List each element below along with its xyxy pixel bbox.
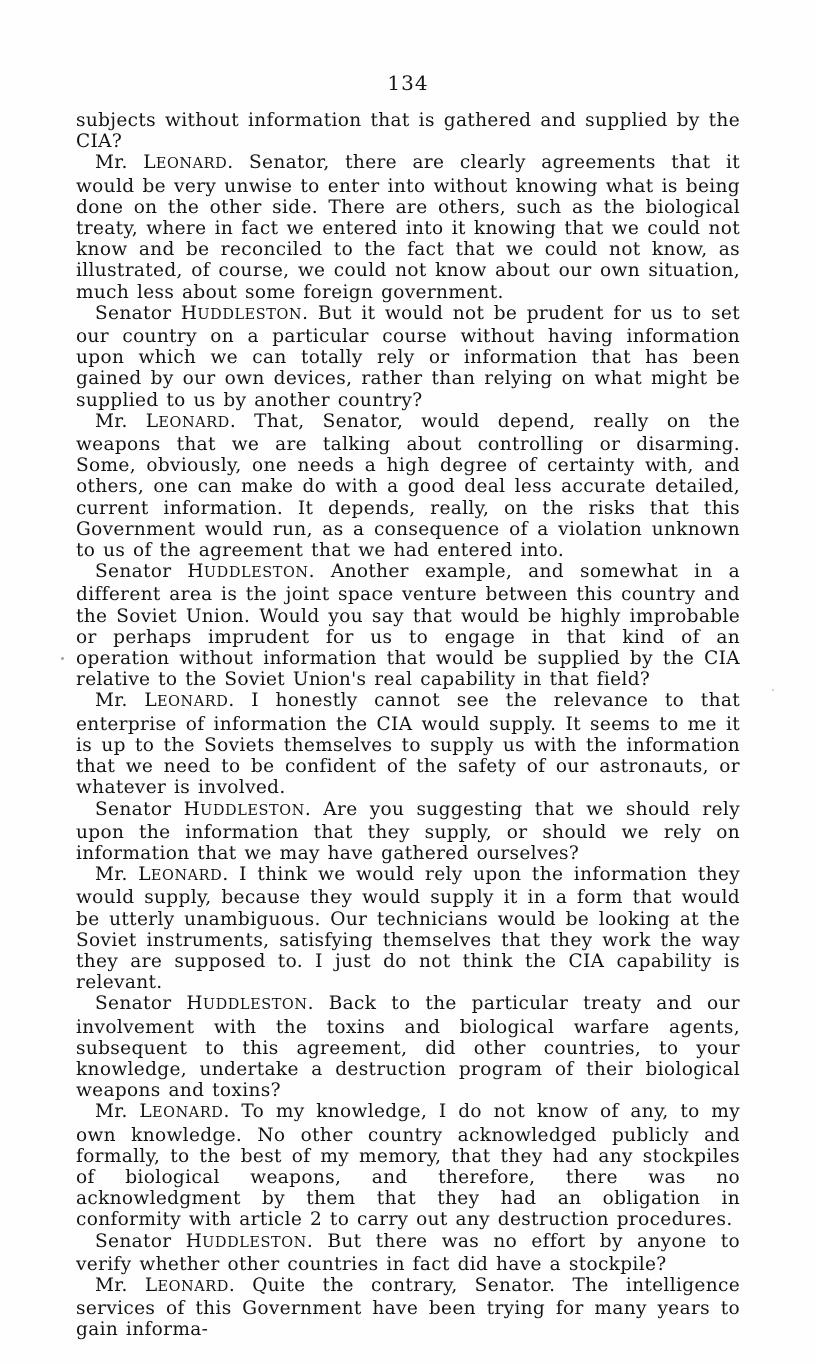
speaker-prefix: Mr. <box>95 864 139 886</box>
paragraph: Mr. LEONARD. Senator, there are clearly agreements that it would be very unwise to enter into without knowing what is being done on the other side. There are others, such as the biological treaty, where in fact we entered into it knowing that we could not know and be reconciled to the fact that we could not know, as illustrated, of course, we could not know about our own situation, much less about some foreign government. <box>76 152 741 303</box>
paragraph: Senator HUDDLESTON. But it would not be prudent for us to set our country on a particular course without having information upon which we can totally rely or information that has been gained by our own devices, rather than relying on what might be supplied to us by another country? <box>76 302 741 411</box>
speaker-prefix: Senator <box>95 302 181 324</box>
speaker-name: HUDDLESTON <box>180 302 303 324</box>
speaker-name: LEONARD <box>144 1274 229 1296</box>
paragraph: Mr. LEONARD. That, Senator, would depend, really on the weapons that we are talking about controlling or disarming. Some, obviously, one needs a high degree of certainty with, and others, one can make do with a good deal less accurate detailed, current information. It depends, really, on the risks that this Government would run, as a consequence of a violation unknown to us of the agreement that we had entered into. <box>76 410 741 562</box>
speaker-prefix: Mr. <box>95 1274 145 1296</box>
paragraph: Mr. LEONARD. To my knowledge, I do not know of any, to my own knowledge. No other country acknowledged publicly and formally, to the best of my memory, that they had any stockpiles of biological weapons, and therefore, there was no acknowledgment by them that they had an obligation in conformity with article 2 to carry out any destruction procedures. <box>76 1101 741 1231</box>
speaker-name: LEONARD <box>139 1101 224 1123</box>
speaker-prefix: Mr. <box>95 690 145 712</box>
speaker-name: HUDDLESTON <box>187 561 309 583</box>
paragraph: Senator HUDDLESTON. Another example, and somewhat in a different area is the joint space venture between this country and the Soviet Union. Would you say that would be highly improbable or perhaps imprudent for us to engage in that kind of an operation without information that would be supplied by the CIA relative to the Soviet Union's real capability in that field? <box>76 561 740 691</box>
paragraph: Mr. LEONARD. I honestly cannot see the relevance to that enterprise of information the CIA would supply. It seems to me it is up to the Soviets themselves to supply us with the information that we need to be confident of the safety of our astronauts, or whatever is involved. <box>76 690 741 799</box>
paragraph: Senator HUDDLESTON. Back to the particular treaty and our involvement with the toxins and biological warfare agents, subsequent to this agreement, did other countries, to your knowledge, undertake a destruction program of their biological weapons and toxins? <box>76 993 740 1102</box>
paragraph: Senator HUDDLESTON. Are you suggesting that we should rely upon the information that they supply, or should we rely on information that we may have gathered ourselves? <box>76 798 740 864</box>
page-number: 134 <box>387 71 429 95</box>
speaker-name: LEONARD <box>138 864 223 886</box>
speaker-name: HUDDLESTON <box>185 1230 307 1252</box>
speaker-prefix: Senator <box>95 1230 186 1252</box>
speaker-prefix: Mr. <box>95 152 144 174</box>
speaker-name: HUDDLESTON <box>183 798 305 820</box>
speaker-name: LEONARD <box>144 690 229 712</box>
speaker-prefix: Mr. <box>95 410 146 432</box>
speaker-name: LEONARD <box>143 152 228 174</box>
paragraph: Mr. LEONARD. Quite the contrary, Senator. The intelligence services of this Government have been trying for many years to gain informa- <box>76 1274 740 1341</box>
speaker-prefix: Senator <box>95 561 188 583</box>
paragraph: subjects without information that is gathered and supplied by the CIA? <box>76 110 740 153</box>
speaker-prefix: Senator <box>95 798 184 820</box>
body-text <box>76 110 740 1341</box>
scan-speck <box>772 689 774 691</box>
scan-speck <box>61 657 64 660</box>
speaker-prefix: Mr. <box>95 1101 140 1123</box>
paragraph: Mr. LEONARD. I think we would rely upon the information they would supply, because they would supply it in a form that would be utterly unambiguous. Our technicians would be looking at the Soviet instruments, satisfying themselves that they work the way they are supposed to. I just do not think the CIA capability is relevant. <box>76 864 741 994</box>
speaker-name: LEONARD <box>145 410 230 432</box>
speaker-prefix: Senator <box>95 993 187 1015</box>
speaker-name: HUDDLESTON <box>186 993 308 1015</box>
paragraph: Senator HUDDLESTON. But there was no effort by anyone to verify whether other countries in fact did have a stockpile? <box>76 1230 741 1275</box>
